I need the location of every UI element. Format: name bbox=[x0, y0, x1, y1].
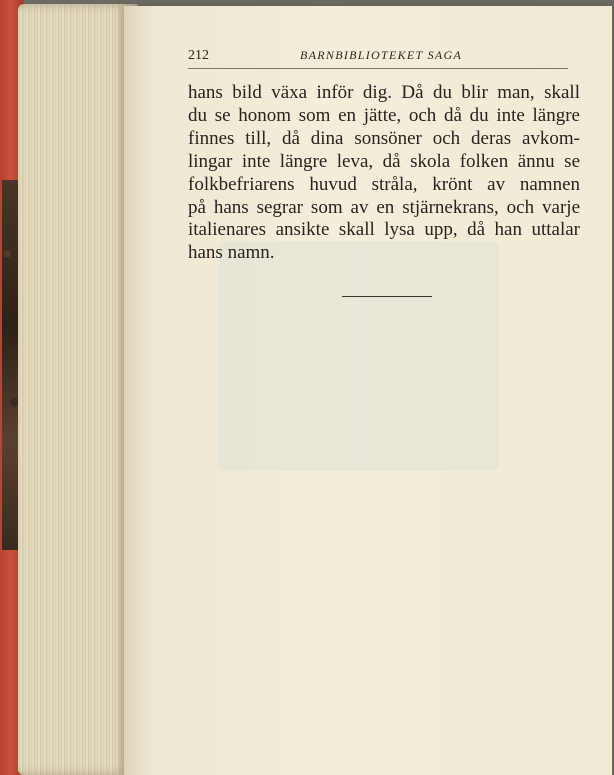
book-page bbox=[124, 6, 612, 775]
body-text bbox=[188, 82, 580, 265]
text-line: du se honom som en jätte, och då du inte längre bbox=[188, 104, 580, 126]
page-discoloration bbox=[219, 241, 499, 471]
text-line: lingar inte längre leva, då skola folken ännu se bbox=[188, 150, 580, 172]
text-line: finnes till, då dina sonsöner och deras avkom- bbox=[188, 127, 580, 149]
running-head bbox=[188, 48, 568, 69]
text-line: hans bild växa inför dig. Då du blir man, skall bbox=[188, 82, 580, 103]
text-line: italienares ansikte skall lysa upp, då han uttalar bbox=[188, 219, 580, 241]
running-head-title: BARNBIBLIOTEKET SAGA bbox=[300, 48, 463, 62]
page-edges bbox=[18, 4, 138, 775]
page-number: 212 bbox=[188, 48, 209, 63]
section-end-rule bbox=[342, 296, 432, 297]
text-line: folkbefriarens huvud stråla, krönt av namnen bbox=[188, 173, 580, 195]
text-line: hans namn. bbox=[188, 242, 275, 264]
text-line: på hans segrar som av en stjärnekrans, och varje bbox=[188, 196, 580, 218]
